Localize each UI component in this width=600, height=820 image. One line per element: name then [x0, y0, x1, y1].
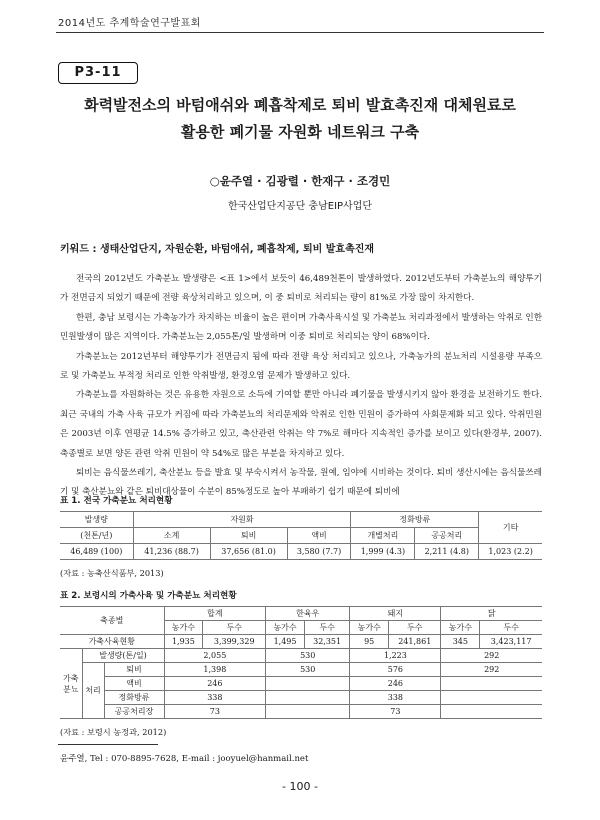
table-row: [60, 663, 542, 677]
table-cell: 2,055: [164, 649, 266, 663]
page-number: - 100 -: [282, 780, 318, 793]
paragraph: 한편, 충남 보령시는 가축농가가 차지하는 비율이 높은 편이며 가축사육시설 및 가축분뇨 처리과정에서 발생하는 악취로 인한 민원발생이 많은 지역이다. 가축분뇨는 2,055톤/일 발생하며 이중 퇴비로 처리되는 양이 68%이다.: [60, 312, 542, 343]
table-cell: 246: [164, 677, 266, 691]
table-cell: 338: [350, 691, 441, 705]
table-cell: 1,223: [350, 649, 441, 663]
table2-manure-label: 가축 분뇨: [60, 649, 82, 719]
table2-group-chicken: 닭: [441, 607, 542, 621]
table-cell: 1,935: [164, 635, 203, 649]
paper-id-badge: P3-11: [58, 62, 138, 84]
table-cell: [441, 691, 542, 705]
paragraph: 전국의 2012년도 가축분뇨 발생량은 <표 1>에서 보듯이 46,489천톤이 발생하였다. 2012년도부터 가축분뇨의 해양투기가 전면금지 되었기 때문에 전량 육상처리하고 있으며, 이 중 퇴비로 처리되는 량이 81%로 가장 많이 차지한다.: [60, 274, 542, 304]
table-cell: 345: [441, 635, 480, 649]
table-cell: 338: [164, 691, 266, 705]
table2-row-label: 퇴비: [104, 663, 164, 677]
table-cell: 3,423,117: [480, 635, 542, 649]
table-cell: [441, 677, 542, 691]
table-cell: 46,489 (100): [60, 544, 133, 560]
table-cell: 32,351: [304, 635, 349, 649]
table-row: [60, 635, 542, 649]
table2-group-cattle: 한육우: [266, 607, 350, 621]
table1-header-recycle: 자원화: [133, 512, 351, 528]
table2-row-label: 공공처리장: [104, 705, 164, 719]
title-line-2: 활용한 폐기물 자원화 네트워크 구축: [180, 123, 420, 141]
table1-header-unit: (천톤/년): [60, 528, 133, 544]
title-line-1: 화력발전소의 바텀애쉬와 폐흡착제로 퇴비 발효촉진재 대체원료로: [84, 96, 516, 114]
affiliation: 한국산업단지공단 충남EIP사업단: [227, 201, 373, 212]
body-text: [60, 270, 542, 503]
table2-sub-heads: 두수: [480, 621, 542, 635]
table1-header-etc: 기타: [479, 512, 542, 544]
table2-sub-heads: 두수: [203, 621, 266, 635]
table2-caption: 표 2. 보령시의 가축사육 및 가축분뇨 처리현황: [60, 591, 237, 601]
table-row: [60, 649, 542, 663]
paragraph: 퇴비는 음식물쓰레기, 축산분뇨 등을 발효 및 부숙시켜서 농작물, 원예, 임야에 시비하는 것이다. 퇴비 생산시에는 음식물쓰레기 및 축산분뇨와 같은 퇴비대상물이 수분이 85%정도로 높아 부패하기 쉽기 때문에 퇴비에: [60, 468, 542, 498]
table2-group-pig: 돼지: [350, 607, 441, 621]
table1-caption: 표 1. 전국 가축분뇨 처리현황: [60, 496, 173, 506]
table-cell: 3,580 (7.7): [287, 544, 351, 560]
table-cell: 2,211 (4.8): [415, 544, 479, 560]
authors: ○윤주열 · 김광렬 · 한재구 · 조경민: [209, 174, 391, 188]
table-cell: 3,399,329: [203, 635, 266, 649]
table1-header-public: 공공처리: [415, 528, 479, 544]
table2-sub-farms: 농가수: [350, 621, 389, 635]
table1-header-generation: 발생량: [60, 512, 133, 528]
paragraph: 가축분뇨는 2012년부터 해양투기가 전면금지 됨에 따라 전량 육상 처리되고 있으나, 가축농가의 분뇨처리 시설용량 부족으로 및 가축분뇨 부적정 처리로 인한 악취발생, 환경오염 문제가 발생하고 있다.: [60, 351, 542, 382]
table2-header-type: 축종별: [60, 607, 164, 635]
table-cell: [441, 705, 542, 719]
footnote: 윤주열, Tel : 070-8895-7628, E-mail : jooyuel@hanmail.net: [60, 754, 309, 764]
table-row: [60, 677, 542, 691]
table-cell: 1,999 (4.3): [351, 544, 415, 560]
keywords: 키워드 : 생태산업단지, 자원순환, 바텀애쉬, 폐흡착제, 퇴비 발효촉진재: [60, 244, 375, 255]
table2-row-label: 발생량(톤/일): [82, 649, 164, 663]
table1-header-subtotal: 소계: [133, 528, 210, 544]
table2-sub-farms: 농가수: [164, 621, 203, 635]
table2-group-total: 합계: [164, 607, 266, 621]
table-cell: 1,023 (2.2): [479, 544, 542, 560]
table-cell: 530: [266, 663, 350, 677]
table-cell: 292: [441, 649, 542, 663]
table-row: [60, 705, 542, 719]
table-cell: 95: [350, 635, 389, 649]
table-cell: [266, 705, 350, 719]
table-cell: 241,861: [389, 635, 441, 649]
table1-header-fertilizer: 퇴비: [210, 528, 287, 544]
table2-row-label: 가축사육현황: [60, 635, 164, 649]
table2-row-label: 정화방류: [104, 691, 164, 705]
table2-sub-heads: 두수: [304, 621, 349, 635]
table-cell: [266, 677, 350, 691]
table2-sub-farms: 농가수: [266, 621, 305, 635]
table-cell: 73: [350, 705, 441, 719]
table-cell: 73: [164, 705, 266, 719]
table-cell: [266, 691, 350, 705]
header-divider: [56, 32, 544, 33]
table-cell: 1,398: [164, 663, 266, 677]
table2-sub-farms: 농가수: [441, 621, 480, 635]
table-cell: 576: [350, 663, 441, 677]
table-cell: 41,236 (88.7): [133, 544, 210, 560]
table-cell: 37,656 (81.0): [210, 544, 287, 560]
table1-header-purify: 정화방류: [351, 512, 479, 528]
table1: [60, 511, 542, 560]
table2: [60, 606, 542, 719]
table2-row-label: 액비: [104, 677, 164, 691]
footnote-divider: [58, 744, 158, 745]
table-cell: 1,495: [266, 635, 305, 649]
paragraph: 가축분뇨를 자원화하는 것은 유용한 자원으로 소득에 기여할 뿐만 아니라 폐기물을 발생시키지 않아 환경을 보전하기도 한다. 최근 국내의 가축 사육 규모가 커짐에 따라 가축분뇨의 처리문제와 악취로 인한 민원이 증가하여 사회문제화 되고 있다. 악취민원은 2003년 이후 연평균 14.5% 증가하고 있고, 축산관련 악취는 약 7%로 해마다 지속적인 증가를 보이고 있다(환경부, 2007). 축종별로 보면 양돈 관련 악취 민원이 약 54%로 많은 부분을 차지하고 있다.: [60, 390, 542, 459]
table-cell: 292: [441, 663, 542, 677]
table2-source: (자료 : 보령시 농정과, 2012): [60, 727, 167, 737]
table2-treat-label: 처리: [82, 663, 104, 719]
table-cell: 530: [266, 649, 350, 663]
table2-sub-heads: 두수: [389, 621, 441, 635]
table1-header-liquid: 액비: [287, 528, 351, 544]
conference-header: 2014년도 추계학술연구발표회: [58, 18, 201, 29]
table-row: [60, 691, 542, 705]
table-row: [60, 544, 542, 560]
table1-source: (자료 : 농축산식품부, 2013): [60, 568, 164, 578]
paper-title: [40, 92, 560, 146]
table1-header-individual: 개별처리: [351, 528, 415, 544]
table-cell: 246: [350, 677, 441, 691]
